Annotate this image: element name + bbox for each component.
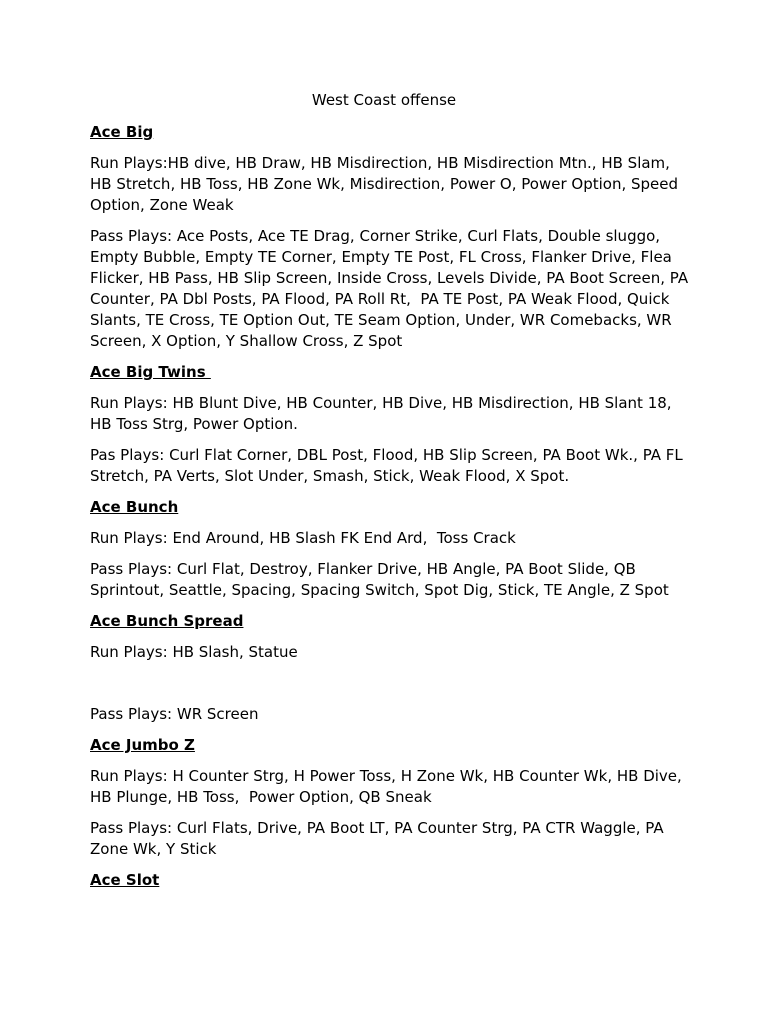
section-heading-ace-big-twins: Ace Big Twins — [90, 363, 211, 381]
section-heading-ace-bunch-spread: Ace Bunch Spread — [90, 612, 244, 630]
section-heading-ace-slot: Ace Slot — [90, 871, 160, 889]
run-plays-ace-big: Run Plays:HB dive, HB Draw, HB Misdirection, HB Misdirection Mtn., HB Slam, HB Stretch, HB Toss, HB Zone Wk, Misdirection, Power O, Power Option, Speed Option, Zone Weak — [90, 154, 683, 214]
pass-plays-ace-bunch-spread: Pass Plays: WR Screen — [90, 705, 259, 723]
section-heading-ace-bunch: Ace Bunch — [90, 498, 179, 516]
document-title: West Coast offense — [311, 91, 457, 109]
run-plays-ace-bunch-spread: Run Plays: HB Slash, Statue — [90, 643, 298, 661]
pass-plays-ace-jumbo-z: Pass Plays: Curl Flats, Drive, PA Boot LT, PA Counter Strg, PA CTR Waggle, PA Zone Wk, Y Stick — [90, 819, 669, 858]
section-heading-ace-jumbo-z: Ace Jumbo Z — [90, 736, 195, 754]
pass-plays-ace-bunch: Pass Plays: Curl Flat, Destroy, Flanker Drive, HB Angle, PA Boot Slide, QB Sprintout, Seattle, Spacing, Spacing Switch, Spot Dig, Stick, TE Angle, Z Spot — [90, 560, 669, 599]
run-plays-ace-bunch: Run Plays: End Around, HB Slash FK End Ard, Toss Crack — [90, 529, 516, 547]
run-plays-ace-jumbo-z: Run Plays: H Counter Strg, H Power Toss, H Zone Wk, HB Counter Wk, HB Dive, HB Plunge, HB Toss, Power Option, QB Sneak — [90, 767, 687, 806]
section-heading-ace-big: Ace Big — [90, 123, 154, 141]
pass-plays-ace-big: Pass Plays: Ace Posts, Ace TE Drag, Corner Strike, Curl Flats, Double sluggo, Empty Bubble, Empty TE Corner, Empty TE Post, FL Cross, Flanker Drive, Flea Flicker, HB Pass, HB Slip Screen, Inside Cross, Levels Divide, PA Boot Screen, PA Counter, PA Dbl Posts, PA Flood, PA Roll Rt, PA TE Post, PA Weak Flood, Quick Slants, TE Cross, TE Option Out, TE Seam Option, Under, WR Comebacks, WR Screen, X Option, Y Shallow Cross, Z Spot — [90, 227, 693, 350]
blank-line — [90, 673, 690, 704]
document-page — [90, 90, 693, 901]
pass-plays-ace-big-twins: Pas Plays: Curl Flat Corner, DBL Post, Flood, HB Slip Screen, PA Boot Wk., PA FL Stretch, PA Verts, Slot Under, Smash, Stick, Weak Flood, X Spot. — [90, 446, 688, 485]
run-plays-ace-big-twins: Run Plays: HB Blunt Dive, HB Counter, HB Dive, HB Misdirection, HB Slant 18, HB Toss Strg, Power Option. — [90, 394, 677, 433]
